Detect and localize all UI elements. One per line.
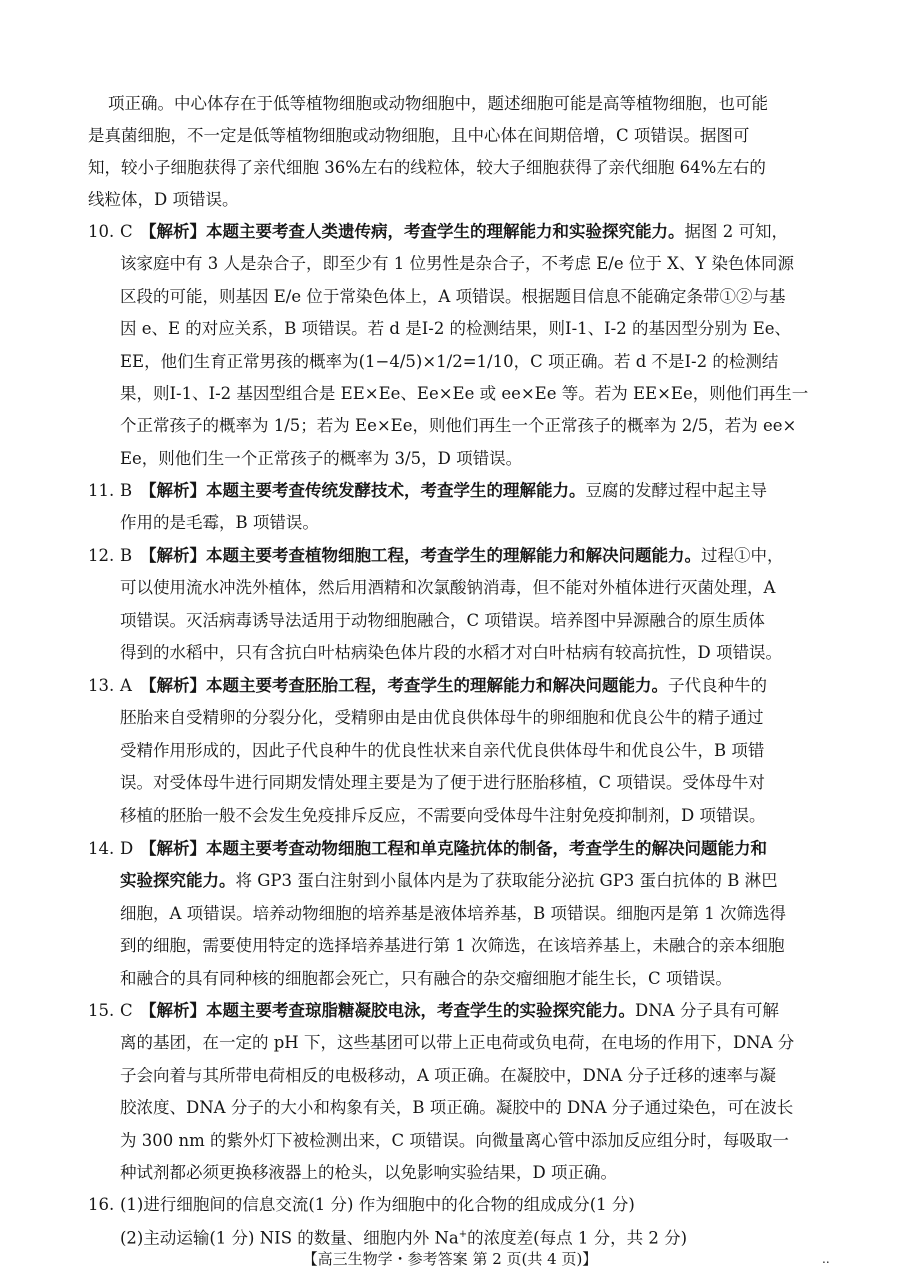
text-line: 线粒体，D 项错误。	[88, 190, 239, 209]
analysis-text: 豆腐的发酵过程中起主导	[585, 481, 767, 500]
text-line: EE，他们生育正常男孩的概率为(1−4/5)×1/2=1/10，C 项正确。若 d 不是Ⅰ-2 的检测结	[120, 351, 779, 371]
text-line: 种试剂都必须更换移液器上的枪头，以免影响实验结果，D 项正确。	[120, 1162, 617, 1182]
answer-item-15	[88, 995, 833, 1189]
text-line: 个正常孩子的概率为 1/5；若为 Ee×Ee，则他们再生一个正常孩子的概率为 2/5，若为 ee×	[120, 416, 797, 436]
answer-item-10	[88, 216, 833, 475]
text-line	[88, 865, 833, 897]
analysis-tag: 【解析】本题主要考查动物细胞工程和单克隆抗体的制备，考查学生的解决问题能力和	[140, 839, 767, 858]
text-line: 和融合的具有同种核的细胞都会死亡，只有融合的杂交瘤细胞才能生长，C 项错误。	[120, 968, 732, 988]
item-answer: B	[120, 546, 133, 565]
answer-item-13	[88, 670, 833, 832]
analysis-text: 据图 2 可知，	[684, 222, 788, 241]
analysis-tag: 【解析】本题主要考查植物细胞工程，考查学生的理解能力和解决问题能力。	[140, 546, 701, 565]
item-first-line	[88, 475, 833, 507]
text-line: 移植的胚胎一般不会发生免疫排斥反应，不需要向受体母牛注射免疫抑制剂，D 项错误。	[120, 805, 766, 825]
item-answer: B	[120, 481, 133, 500]
text-line: 区段的可能，则基因 E/e 位于常染色体上，A 项错误。根据题目信息不能确定条带①②与基	[120, 286, 786, 306]
item-first-line	[88, 995, 833, 1027]
text-line: 误。对受体母牛进行同期发情处理主要是为了便于进行胚胎移植，C 项错误。受体母牛对	[120, 773, 765, 793]
analysis-tag: 【解析】本题主要考查传统发酵技术，考查学生的理解能力。	[140, 481, 586, 500]
item-answer: A	[120, 676, 132, 695]
item-number: 11.	[88, 481, 115, 500]
analysis-text: 将 GP3 蛋白注射到小鼠体内是为了获取能分泌抗 GP3 蛋白抗体的 B 淋巴	[235, 871, 778, 891]
item-number: 14.	[88, 839, 115, 858]
text-line: 为 300 nm 的紫外灯下被检测出来，C 项错误。向微量离心管中添加反应组分时，每吸取一	[120, 1130, 789, 1150]
analysis-tag: 【解析】本题主要考查人类遗传病，考查学生的理解能力和实验探究能力。	[140, 222, 685, 241]
item-first-line	[88, 540, 833, 572]
answer-item-16	[88, 1190, 833, 1250]
answer-item-14	[88, 833, 833, 995]
item-number: 15.	[88, 1001, 115, 1020]
analysis-text: 过程①中，	[701, 546, 784, 565]
item-number: 13.	[88, 676, 115, 695]
answer-item-12	[88, 540, 833, 670]
intro-paragraph	[88, 88, 833, 216]
text-line: 是真菌细胞，不一定是低等植物细胞或动物细胞，且中心体在间期倍增，C 项错误。据图可	[88, 126, 750, 145]
answer-part-2	[88, 1220, 833, 1250]
answer-part-1: (1)进行细胞间的信息交流(1 分) 作为细胞中的化合物的组成成分(1 分)	[120, 1195, 635, 1214]
item-number: 10.	[88, 222, 115, 241]
analysis-tag: 【解析】本题主要考查琼脂糖凝胶电泳，考查学生的实验探究能力。	[140, 1001, 635, 1020]
item-answer: D	[120, 839, 134, 858]
text-line: 知，较小子细胞获得了亲代细胞 36%左右的线粒体，较大子细胞获得了亲代细胞 64%左右的	[88, 158, 766, 177]
item-answer: C	[120, 222, 133, 241]
item-first-line	[88, 833, 833, 865]
text-line: 因 e、E 的对应关系，B 项错误。若 d 是Ⅰ-2 的检测结果，则Ⅰ-1、Ⅰ-2 的基因型分别为 Ee、	[120, 319, 792, 339]
superscript-plus: +	[458, 1229, 468, 1240]
text-line: 受精作用形成的，因此子代良种牛的优良性状来自亲代优良供体母牛和优良公牛，B 项错	[120, 740, 765, 760]
text-line: 细胞，A 项错误。培养动物细胞的培养基是液体培养基，B 项错误。细胞丙是第 1 次筛选得	[120, 903, 787, 923]
answer-part-2-text: (2)主动运输(1 分) NIS 的数量、细胞内外 Na	[120, 1228, 459, 1248]
analysis-text: DNA 分子具有可解	[635, 1001, 779, 1020]
text-line: 胶浓度、DNA 分子的大小和构象有关，B 项正确。凝胶中的 DNA 分子通过染色，可在波长	[120, 1098, 794, 1118]
item-first-line	[88, 670, 833, 702]
item-number: 16.	[88, 1195, 115, 1214]
text-line: 可以使用流水冲洗外植体，然后用酒精和次氯酸钠消毒，但不能对外植体进行灭菌处理，A	[120, 578, 776, 598]
text-line: 得到的水稻中，只有含抗白叶枯病染色体片段的水稻才对白叶枯病有较高抗性，D 项错误。	[120, 643, 782, 663]
analysis-tag-continued: 实验探究能力。	[120, 871, 236, 891]
text-line: 项正确。中心体存在于低等植物细胞或动物细胞中，题述细胞可能是高等植物细胞，也可能	[108, 94, 768, 113]
text-line: 胚胎来自受精卵的分裂分化，受精卵由是由优良供体母牛的卵细胞和优良公牛的精子通过	[120, 708, 764, 728]
text-line: 该家庭中有 3 人是杂合子，即至少有 1 位男性是杂合子，不考虑 E/e 位于 X、Y 染色体同源	[120, 254, 794, 274]
page-footer: 【高三生物学・参考答案 第 2 页(共 4 页)】	[302, 1250, 598, 1268]
item-first-line	[88, 216, 833, 248]
text-line: 项错误。灭活病毒诱导法适用于动物细胞融合，C 项错误。培养图中异源融合的原生质体	[120, 610, 765, 630]
text-line: Ee，则他们生一个正常孩子的概率为 3/5，D 项错误。	[120, 448, 523, 468]
text-line: 作用的是毛霉，B 项错误。	[120, 513, 319, 533]
text-line: 到的细胞，需要使用特定的选择培养基进行第 1 次筛选，在该培养基上，未融合的亲本细胞	[120, 936, 785, 956]
answer-part-2-text-end: 的浓度差(每点 1 分，共 2 分)	[467, 1228, 688, 1248]
analysis-tag: 【解析】本题主要考查胚胎工程，考查学生的理解能力和解决问题能力。	[140, 676, 668, 695]
footer-mark: ..	[822, 1252, 830, 1266]
text-line: 果，则Ⅰ-1、Ⅰ-2 基因型组合是 EE×Ee、Ee×Ee 或 ee×Ee 等。若为 EE×Ee，则他们再生一	[120, 383, 809, 403]
item-answer: C	[120, 1001, 133, 1020]
analysis-text: 子代良种牛的	[668, 676, 767, 695]
text-line: 子会向着与其所带电荷相反的电极移动，A 项正确。在凝胶中，DNA 分子迁移的速率与凝	[120, 1065, 776, 1085]
item-first-line	[88, 1190, 833, 1220]
item-number: 12.	[88, 546, 115, 565]
answer-item-11	[88, 475, 833, 540]
text-line: 离的基团，在一定的 pH 下，这些基团可以带上正电荷或负电荷，在电场的作用下，DNA 分	[120, 1033, 795, 1053]
